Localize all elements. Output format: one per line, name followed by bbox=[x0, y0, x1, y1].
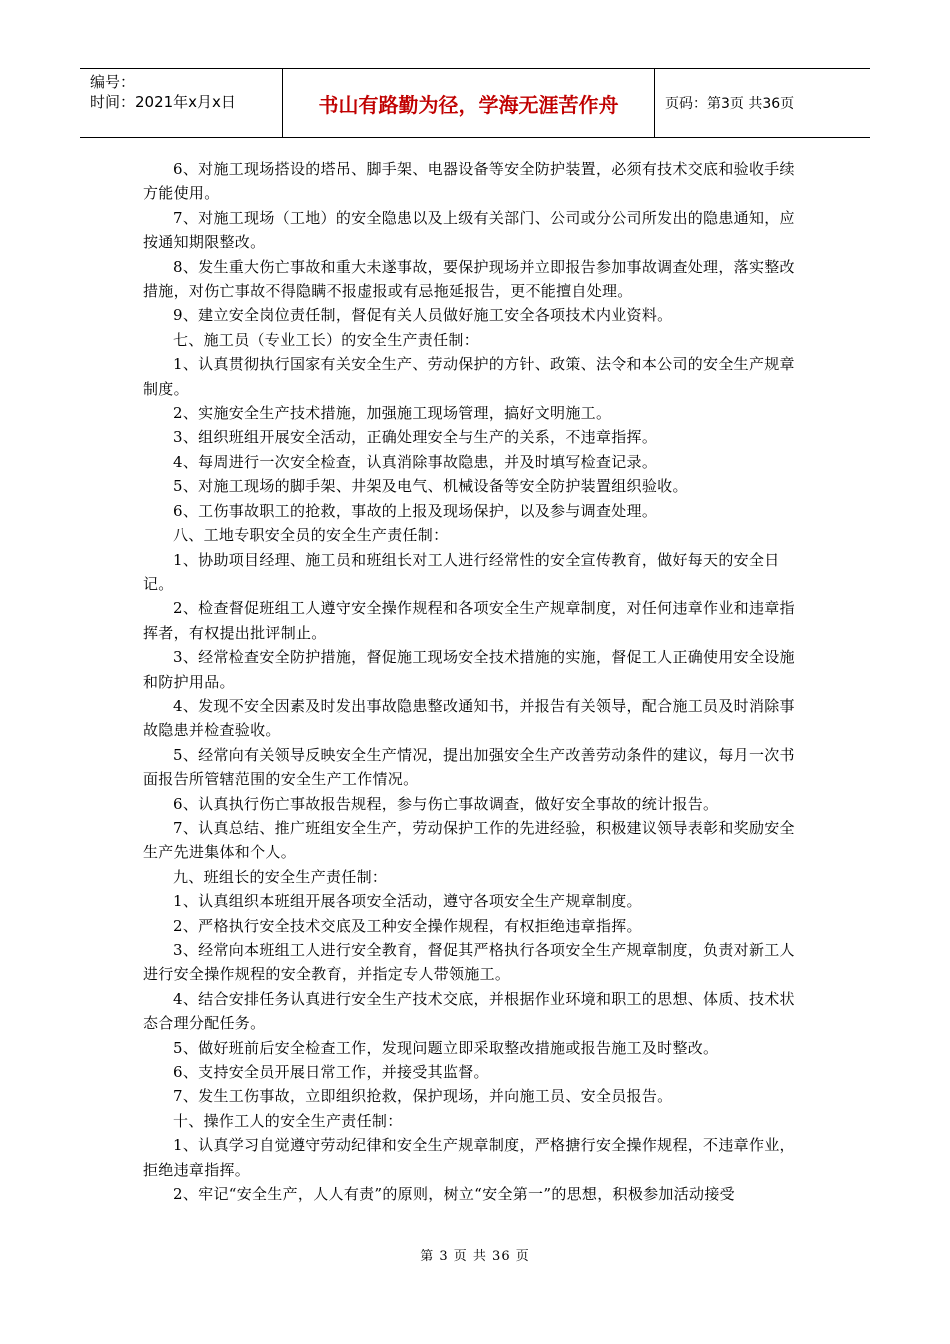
paragraph: 3、经常检查安全防护措施，督促施工现场安全技术措施的实施，督促工人正确使用安全设施和防护用品。 bbox=[143, 648, 795, 691]
document-date: 时间：2021年x月x日 bbox=[90, 93, 236, 111]
paragraph: 1、认真贯彻执行国家有关安全生产、劳动保护的方针、政策、法令和本公司的安全生产规章制度。 bbox=[143, 355, 795, 398]
paragraph: 6、对施工现场搭设的塔吊、脚手架、电器设备等安全防护装置，必须有技术交底和验收手续方能使用。 bbox=[143, 160, 795, 203]
paragraph: 2、严格执行安全技术交底及工种安全操作规程，有权拒绝违章指挥。 bbox=[173, 916, 642, 935]
paragraph: 5、做好班前后安全检查工作，发现问题立即采取整改措施或报告施工及时整改。 bbox=[173, 1038, 719, 1057]
paragraph: 八、工地专职安全员的安全生产责任制： bbox=[173, 526, 449, 545]
header-page-info: 页码：第3页 共36页 bbox=[665, 96, 795, 112]
paragraph: 4、每周进行一次安全检查，认真消除事故隐患，并及时填写检查记录。 bbox=[173, 452, 658, 471]
paragraph: 1、协助项目经理、施工员和班组长对工人进行经常性的安全宣传教育，做好每天的安全日记。 bbox=[143, 550, 780, 593]
paragraph: 2、牢记“安全生产，人人有责”的原则，树立“安全第一”的思想，积极参加活动接受 bbox=[173, 1185, 735, 1204]
paragraph: 2、检查督促班组工人遵守安全操作规程和各项安全生产规章制度，对任何违章作业和违章指挥者，有权提出批评制止。 bbox=[143, 599, 795, 642]
paragraph: 3、经常向本班组工人进行安全教育，督促其严格执行各项安全生产规章制度，负责对新工人进行安全操作规程的安全教育，并指定专人带领施工。 bbox=[143, 941, 795, 984]
document-body bbox=[143, 157, 808, 1206]
paragraph: 3、组织班组开展安全活动，正确处理安全与生产的关系，不违章指挥。 bbox=[173, 428, 658, 447]
paragraph: 十、操作工人的安全生产责任制： bbox=[173, 1111, 403, 1130]
paragraph: 9、建立安全岗位责任制，督促有关人员做好施工安全各项技术内业资料。 bbox=[173, 306, 673, 325]
page-header bbox=[80, 68, 870, 138]
paragraph: 7、发生工伤事故，立即组织抢救，保护现场，并向施工员、安全员报告。 bbox=[173, 1087, 673, 1106]
paragraph: 5、对施工现场的脚手架、井架及电气、机械设备等安全防护装置组织验收。 bbox=[173, 477, 688, 496]
paragraph: 7、对施工现场（工地）的安全隐患以及上级有关部门、公司或分公司所发出的隐患通知，应按通知期限整改。 bbox=[143, 208, 795, 252]
paragraph: 2、实施安全生产技术措施，加强施工现场管理，搞好文明施工。 bbox=[173, 404, 612, 423]
header-meta bbox=[80, 69, 283, 137]
paragraph: 6、工伤事故职工的抢救，事故的上报及现场保护，以及参与调查处理。 bbox=[173, 501, 658, 520]
paragraph: 5、经常向有关领导反映安全生产情况，提出加强安全生产改善劳动条件的建议，每月一次书面报告所管辖范围的安全生产工作情况。 bbox=[143, 745, 795, 789]
paragraph: 七、施工员（专业工长）的安全生产责任制： bbox=[173, 330, 480, 349]
paragraph: 九、班组长的安全生产责任制： bbox=[173, 867, 388, 886]
paragraph: 1、认真组织本班组开展各项安全活动，遵守各项安全生产规章制度。 bbox=[173, 892, 642, 911]
page-footer: 第 3 页 共 36 页 bbox=[420, 1249, 530, 1264]
paragraph: 1、认真学习自觉遵守劳动纪律和安全生产规章制度，严格搪行安全操作规程，不违章作业，拒绝违章指挥。 bbox=[143, 1136, 795, 1179]
paragraph: 6、支持安全员开展日常工作，并接受其监督。 bbox=[173, 1063, 489, 1082]
paragraph: 4、发现不安全因素及时发出事故隐患整改通知书，并报告有关领导，配合施工员及时消除事故隐患并检查验收。 bbox=[143, 696, 795, 740]
paragraph: 6、认真执行伤亡事故报告规程，参与伤亡事故调查，做好安全事故的统计报告。 bbox=[173, 794, 719, 813]
document-code-label: 编号： bbox=[90, 73, 136, 91]
paragraph: 7、认真总结、推广班组安全生产，劳动保护工作的先进经验，积极建议领导表彰和奖励安全生产先进集体和个人。 bbox=[143, 818, 795, 862]
header-motto: 书山有路勤为径，学海无涯苦作舟 bbox=[283, 69, 655, 137]
paragraph: 8、发生重大伤亡事故和重大未遂事故，要保护现场并立即报告参加事故调查处理，落实整改措施，对伤亡事故不得隐瞒不报虚报或有忌拖延报告，更不能擅自处理。 bbox=[143, 257, 795, 301]
paragraph: 4、结合安排任务认真进行安全生产技术交底，并根据作业环境和职工的思想、体质、技术状态合理分配任务。 bbox=[143, 989, 795, 1033]
